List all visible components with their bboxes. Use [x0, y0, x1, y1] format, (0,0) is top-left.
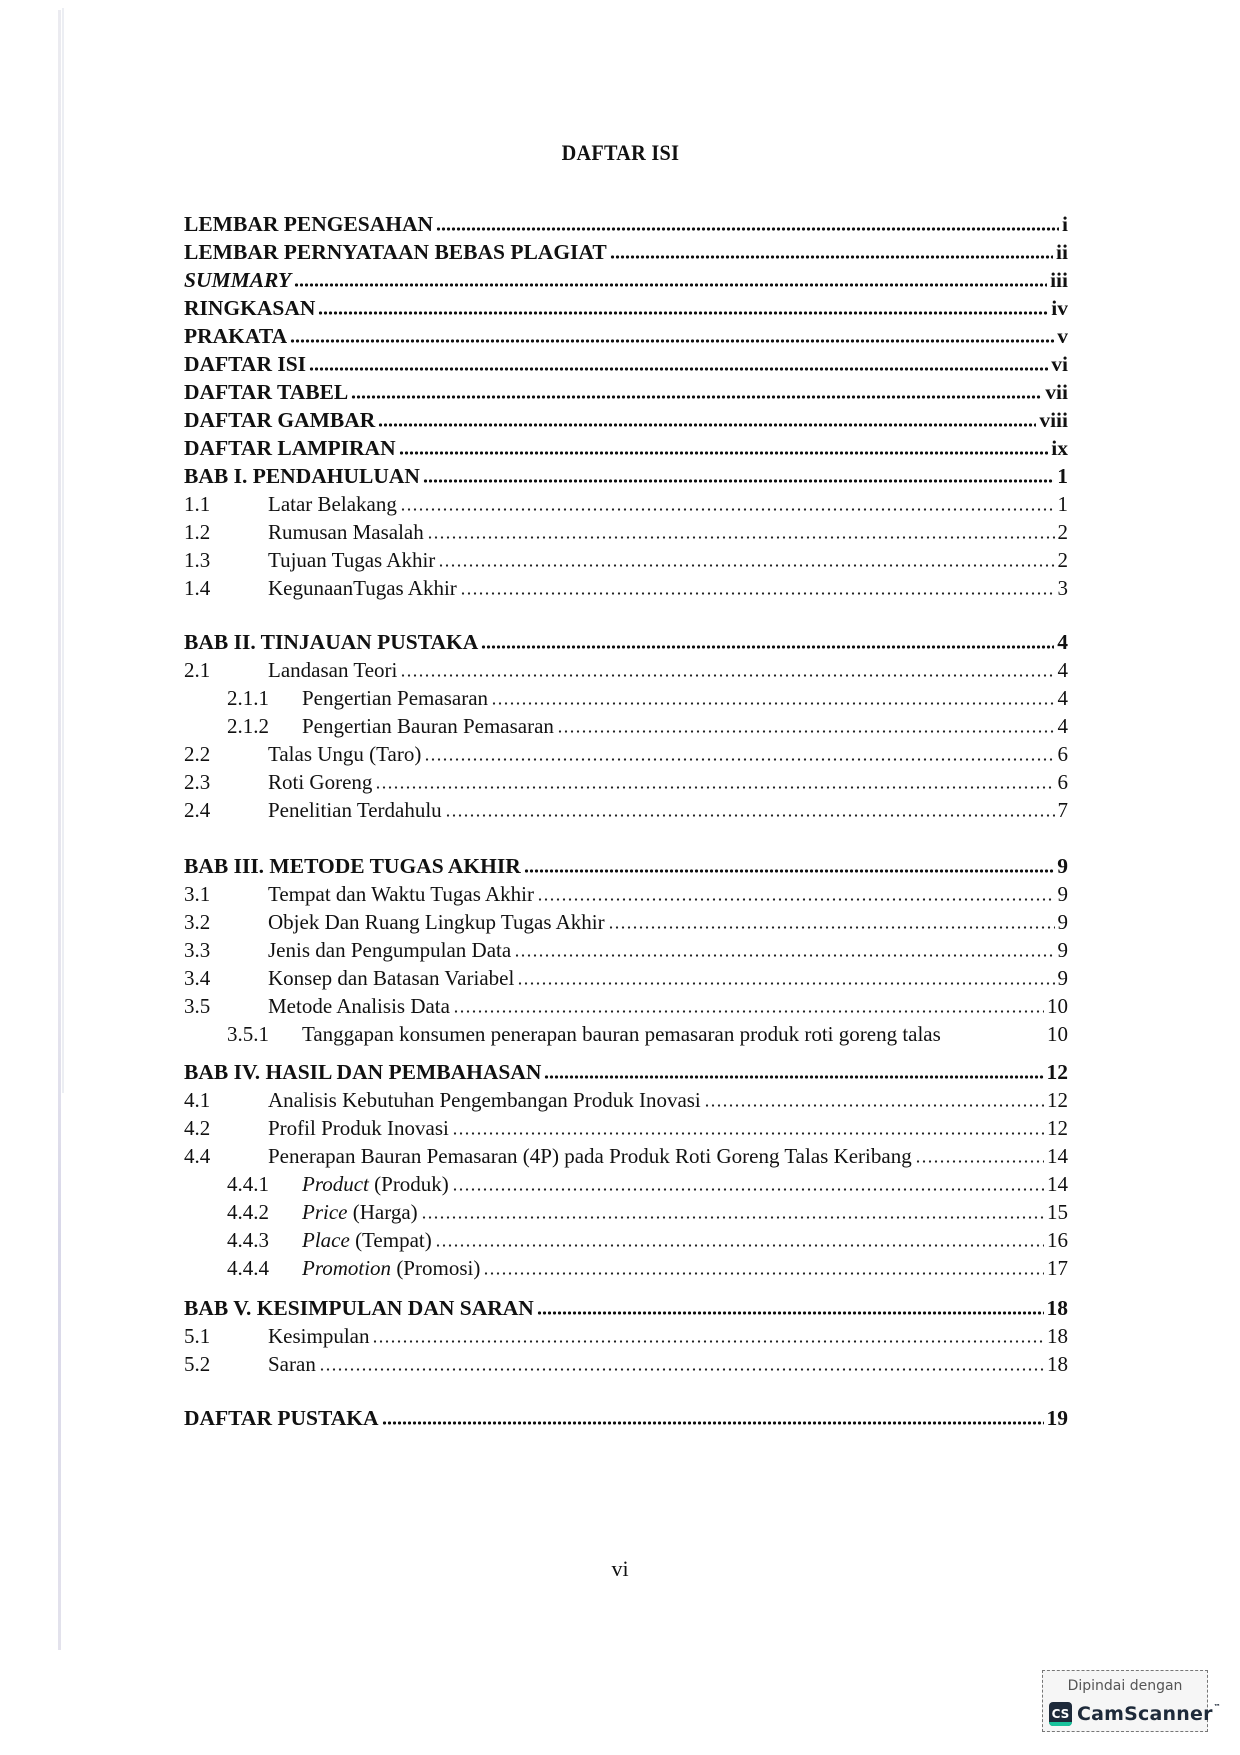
- page-ref: 18: [1047, 1324, 1068, 1348]
- section-number: 4.1: [184, 1088, 211, 1112]
- page-ref: 10: [1047, 1022, 1068, 1046]
- page-ref: 2: [1057, 548, 1068, 572]
- dot-leader: [427, 520, 1055, 540]
- page-title: DAFTAR ISI: [561, 140, 680, 165]
- section-number: 3.1: [184, 882, 211, 906]
- entry-label-rest: (Promosi): [391, 1256, 481, 1280]
- toc-entry-section[interactable]: [184, 768, 1068, 796]
- section-number: 4.4.3: [227, 1228, 269, 1252]
- dot-leader: [460, 576, 1055, 596]
- section-number: 2.1.2: [227, 714, 269, 738]
- page-number: vi: [611, 1556, 629, 1581]
- dot-leader: [704, 1088, 1044, 1108]
- dot-leader: [915, 1144, 1044, 1164]
- toc-entry-section[interactable]: [184, 740, 1068, 768]
- page-ref: 4: [1057, 686, 1068, 710]
- page-ref: 4: [1057, 658, 1068, 682]
- toc-entry-front-matter[interactable]: [184, 238, 1068, 266]
- scan-edge-shadow: [58, 10, 61, 1650]
- page-ref: vi: [1051, 352, 1068, 376]
- toc-entry-section[interactable]: [184, 546, 1068, 574]
- dot-leader: [445, 798, 1055, 818]
- toc-entry-back-matter[interactable]: [184, 1404, 1068, 1432]
- dot-leader: [424, 742, 1054, 762]
- entry-label: Roti Goreng: [268, 770, 373, 794]
- section-number: 3.3: [184, 938, 211, 962]
- section-number: 1.1: [184, 492, 211, 516]
- page-ref: 6: [1057, 742, 1068, 766]
- dot-leader: [423, 464, 1054, 484]
- section-number: 1.3: [184, 548, 211, 572]
- toc-entry-section[interactable]: [184, 908, 1068, 936]
- toc-entry-section[interactable]: [227, 1254, 1068, 1282]
- scan-edge-shadow: [62, 8, 64, 1093]
- page-ref: 17: [1047, 1256, 1068, 1280]
- section-number: 2.3: [184, 770, 211, 794]
- entry-label: Kesimpulan: [268, 1324, 370, 1348]
- page-ref: 14: [1047, 1144, 1068, 1168]
- entry-label: BAB IV. HASIL DAN PEMBAHASAN: [184, 1060, 542, 1084]
- toc-entry-section[interactable]: [184, 964, 1068, 992]
- entry-label: Konsep dan Batasan Variabel: [268, 966, 515, 990]
- entry-label: Penelitian Terdahulu: [268, 798, 442, 822]
- toc-entry-chapter[interactable]: [184, 1294, 1068, 1322]
- toc-entry-front-matter[interactable]: [184, 266, 1068, 294]
- section-number: 3.2: [184, 910, 211, 934]
- dot-leader: [537, 1296, 1044, 1316]
- toc-entry-front-matter[interactable]: [184, 322, 1068, 350]
- page-ref: 9: [1057, 910, 1068, 934]
- entry-label: Pengertian Bauran Pemasaran: [302, 714, 554, 738]
- page-ref: 9: [1057, 854, 1068, 878]
- entry-label: DAFTAR GAMBAR: [184, 408, 376, 432]
- entry-label: DAFTAR ISI: [184, 352, 307, 376]
- page-ref: 7: [1057, 798, 1068, 822]
- dot-leader: [452, 1172, 1044, 1192]
- section-number: 3.4: [184, 966, 211, 990]
- section-number: 3.5: [184, 994, 211, 1018]
- dot-leader: [514, 938, 1054, 958]
- toc-entry-section[interactable]: [184, 1350, 1068, 1378]
- toc-entry-chapter[interactable]: [184, 462, 1068, 490]
- toc-entry-section[interactable]: [184, 880, 1068, 908]
- section-number: 1.4: [184, 576, 211, 600]
- section-number: 4.4.2: [227, 1200, 269, 1224]
- page-ref: 9: [1057, 938, 1068, 962]
- camscanner-logo-icon: CS: [1049, 1702, 1072, 1726]
- camscanner-watermark: [1042, 1670, 1221, 1732]
- dot-leader: [517, 966, 1054, 986]
- toc-entry-section[interactable]: [184, 796, 1068, 824]
- dot-leader: [453, 994, 1044, 1014]
- entry-label: Profil Produk Inovasi: [268, 1116, 449, 1140]
- entry-label: BAB II. TINJAUAN PUSTAKA: [184, 630, 479, 654]
- section-number: 2.1: [184, 658, 211, 682]
- section-number: 3.5.1: [227, 1022, 269, 1046]
- dot-leader: [544, 1060, 1043, 1080]
- toc-entry-section[interactable]: [184, 490, 1068, 518]
- watermark-caption: Dipindai dengan: [1067, 1678, 1183, 1694]
- watermark-brand: [1077, 1703, 1221, 1725]
- section-number: 1.2: [184, 520, 211, 544]
- page-ref: 3: [1057, 576, 1068, 600]
- section-number: 4.4.1: [227, 1172, 269, 1196]
- entry-label: BAB III. METODE TUGAS AKHIR: [184, 854, 521, 878]
- dot-leader: [318, 296, 1048, 316]
- brand-text: CamScanner: [1077, 1703, 1213, 1725]
- dot-leader: [372, 1324, 1044, 1344]
- page-ref: 18: [1047, 1352, 1068, 1376]
- page-ref: vii: [1045, 380, 1068, 404]
- toc-entry-section[interactable]: [227, 1226, 1068, 1254]
- toc-entry-section[interactable]: [184, 1114, 1068, 1142]
- dot-leader: [421, 1200, 1044, 1220]
- toc-entry-section[interactable]: [184, 656, 1068, 684]
- toc-entry-section[interactable]: [184, 574, 1068, 602]
- dot-leader: [608, 910, 1055, 930]
- dot-leader: [491, 686, 1054, 706]
- toc-entry-front-matter[interactable]: [184, 210, 1068, 238]
- dot-leader: [610, 240, 1053, 260]
- section-number: 2.1.1: [227, 686, 269, 710]
- toc-entry-section[interactable]: [227, 1020, 1068, 1048]
- page-ref: 15: [1047, 1200, 1068, 1224]
- page-ref: i: [1062, 212, 1068, 236]
- page-ref: 14: [1047, 1172, 1068, 1196]
- entry-label: Analisis Kebutuhan Pengembangan Produk Inovasi: [268, 1088, 701, 1112]
- page-ref: 4: [1057, 630, 1068, 654]
- page-ref: 12: [1047, 1116, 1068, 1140]
- entry-label: Rumusan Masalah: [268, 520, 424, 544]
- page-ref: ii: [1056, 240, 1068, 264]
- entry-label: LEMBAR PERNYATAAN BEBAS PLAGIAT: [184, 240, 607, 264]
- page-ref: 18: [1046, 1296, 1068, 1320]
- toc-entry-section[interactable]: [227, 1198, 1068, 1226]
- page-ref: ix: [1051, 436, 1068, 460]
- entry-label: Pengertian Pemasaran: [302, 686, 489, 710]
- dot-leader: [400, 492, 1055, 512]
- page-ref: iii: [1050, 268, 1068, 292]
- entry-label-rest: (Tempat): [349, 1228, 432, 1252]
- toc-entry-section[interactable]: [184, 936, 1068, 964]
- dot-leader: [557, 714, 1055, 734]
- entry-label: [302, 1170, 449, 1198]
- entry-label: Landasan Teori: [268, 658, 398, 682]
- section-number: 2.4: [184, 798, 211, 822]
- toc-entry-chapter[interactable]: [184, 628, 1068, 656]
- trademark-mark: ™: [1213, 1703, 1221, 1711]
- page-ref: v: [1057, 324, 1068, 348]
- page-ref: 4: [1057, 714, 1068, 738]
- entry-label: SUMMARY: [184, 268, 292, 292]
- toc-entry-section[interactable]: [184, 1086, 1068, 1114]
- toc-entry-section[interactable]: [184, 518, 1068, 546]
- entry-label: DAFTAR PUSTAKA: [184, 1406, 379, 1430]
- dot-leader: [309, 352, 1048, 372]
- dot-leader: [294, 268, 1047, 288]
- toc-entry-front-matter[interactable]: [184, 350, 1068, 378]
- dot-leader: [351, 380, 1042, 400]
- entry-label: [302, 1226, 432, 1254]
- dot-leader: [435, 1228, 1044, 1248]
- entry-label: RINGKASAN: [184, 296, 316, 320]
- entry-label: KegunaanTugas Akhir: [268, 576, 457, 600]
- toc-entry-section[interactable]: [227, 712, 1068, 740]
- section-number: 5.1: [184, 1324, 211, 1348]
- entry-label: [302, 1254, 480, 1282]
- entry-label-italic: Promotion: [302, 1256, 392, 1280]
- page-ref: 16: [1047, 1228, 1068, 1252]
- dot-leader: [537, 882, 1055, 902]
- entry-label-italic: Product: [302, 1172, 369, 1196]
- dot-leader: [452, 1116, 1044, 1136]
- section-number: 4.4: [184, 1144, 211, 1168]
- entry-label: [302, 1198, 418, 1226]
- page-ref: 9: [1057, 966, 1068, 990]
- entry-label: Jenis dan Pengumpulan Data: [268, 938, 512, 962]
- entry-label-rest: (Produk): [368, 1172, 449, 1196]
- toc-entry-chapter[interactable]: [184, 852, 1068, 880]
- entry-label: Talas Ungu (Taro): [268, 742, 422, 766]
- toc-entry-section[interactable]: [184, 992, 1068, 1020]
- toc-entry-section[interactable]: [184, 1322, 1068, 1350]
- entry-label: Tujuan Tugas Akhir: [268, 548, 436, 572]
- page-ref: 12: [1046, 1060, 1068, 1084]
- entry-label: BAB I. PENDAHULUAN: [184, 464, 420, 488]
- toc-entry-front-matter[interactable]: [184, 434, 1068, 462]
- entry-label: Penerapan Bauran Pemasaran (4P) pada Produk Roti Goreng Talas Keribang: [268, 1144, 912, 1168]
- page-ref: 2: [1057, 520, 1068, 544]
- dot-leader: [400, 658, 1054, 678]
- entry-label: DAFTAR TABEL: [184, 380, 349, 404]
- entry-label: Objek Dan Ruang Lingkup Tugas Akhir: [268, 910, 605, 934]
- dot-leader: [438, 548, 1054, 568]
- page-ref: 6: [1057, 770, 1068, 794]
- dot-leader: [483, 1256, 1044, 1276]
- entry-label-italic: Price: [302, 1200, 348, 1224]
- page-ref: 1: [1057, 492, 1068, 516]
- page-ref: 1: [1057, 464, 1068, 488]
- entry-label: Tempat dan Waktu Tugas Akhir: [268, 882, 534, 906]
- entry-label-italic: Place: [302, 1228, 350, 1252]
- section-number: 4.2: [184, 1116, 211, 1140]
- toc-entry-section[interactable]: [227, 1170, 1068, 1198]
- toc-entry-section[interactable]: [227, 684, 1068, 712]
- entry-label: Metode Analisis Data: [268, 994, 450, 1018]
- dot-leader: [375, 770, 1054, 790]
- toc-entry-front-matter[interactable]: [184, 294, 1068, 322]
- page-ref: viii: [1039, 408, 1068, 432]
- toc-entry-section[interactable]: [184, 1142, 1068, 1170]
- section-number: 4.4.4: [227, 1256, 269, 1280]
- entry-label: PRAKATA: [184, 324, 288, 348]
- page-ref: 9: [1057, 882, 1068, 906]
- dot-leader: [382, 1406, 1044, 1426]
- section-number: 2.2: [184, 742, 211, 766]
- toc-entry-front-matter[interactable]: [184, 378, 1068, 406]
- entry-label: BAB V. KESIMPULAN DAN SARAN: [184, 1296, 534, 1320]
- entry-label: DAFTAR LAMPIRAN: [184, 436, 396, 460]
- dot-leader: [319, 1352, 1044, 1372]
- page-ref: 12: [1047, 1088, 1068, 1112]
- dot-leader: [524, 854, 1055, 874]
- dot-leader: [481, 630, 1054, 650]
- page-ref: 19: [1046, 1406, 1068, 1430]
- toc-entry-front-matter[interactable]: [184, 406, 1068, 434]
- entry-label: Saran: [268, 1352, 316, 1376]
- dot-leader: [399, 436, 1049, 456]
- page-ref: 10: [1047, 994, 1068, 1018]
- dot-leader: [290, 324, 1054, 344]
- page-ref: iv: [1051, 296, 1068, 320]
- entry-label: Tanggapan konsumen penerapan bauran pemasaran produk roti goreng talas: [302, 1022, 941, 1046]
- dot-leader: [378, 408, 1036, 428]
- toc-entry-chapter[interactable]: [184, 1058, 1068, 1086]
- section-number: 5.2: [184, 1352, 211, 1376]
- entry-label-rest: (Harga): [347, 1200, 418, 1224]
- entry-label: Latar Belakang: [268, 492, 397, 516]
- dot-leader: [436, 212, 1059, 232]
- entry-label: LEMBAR PENGESAHAN: [184, 212, 434, 236]
